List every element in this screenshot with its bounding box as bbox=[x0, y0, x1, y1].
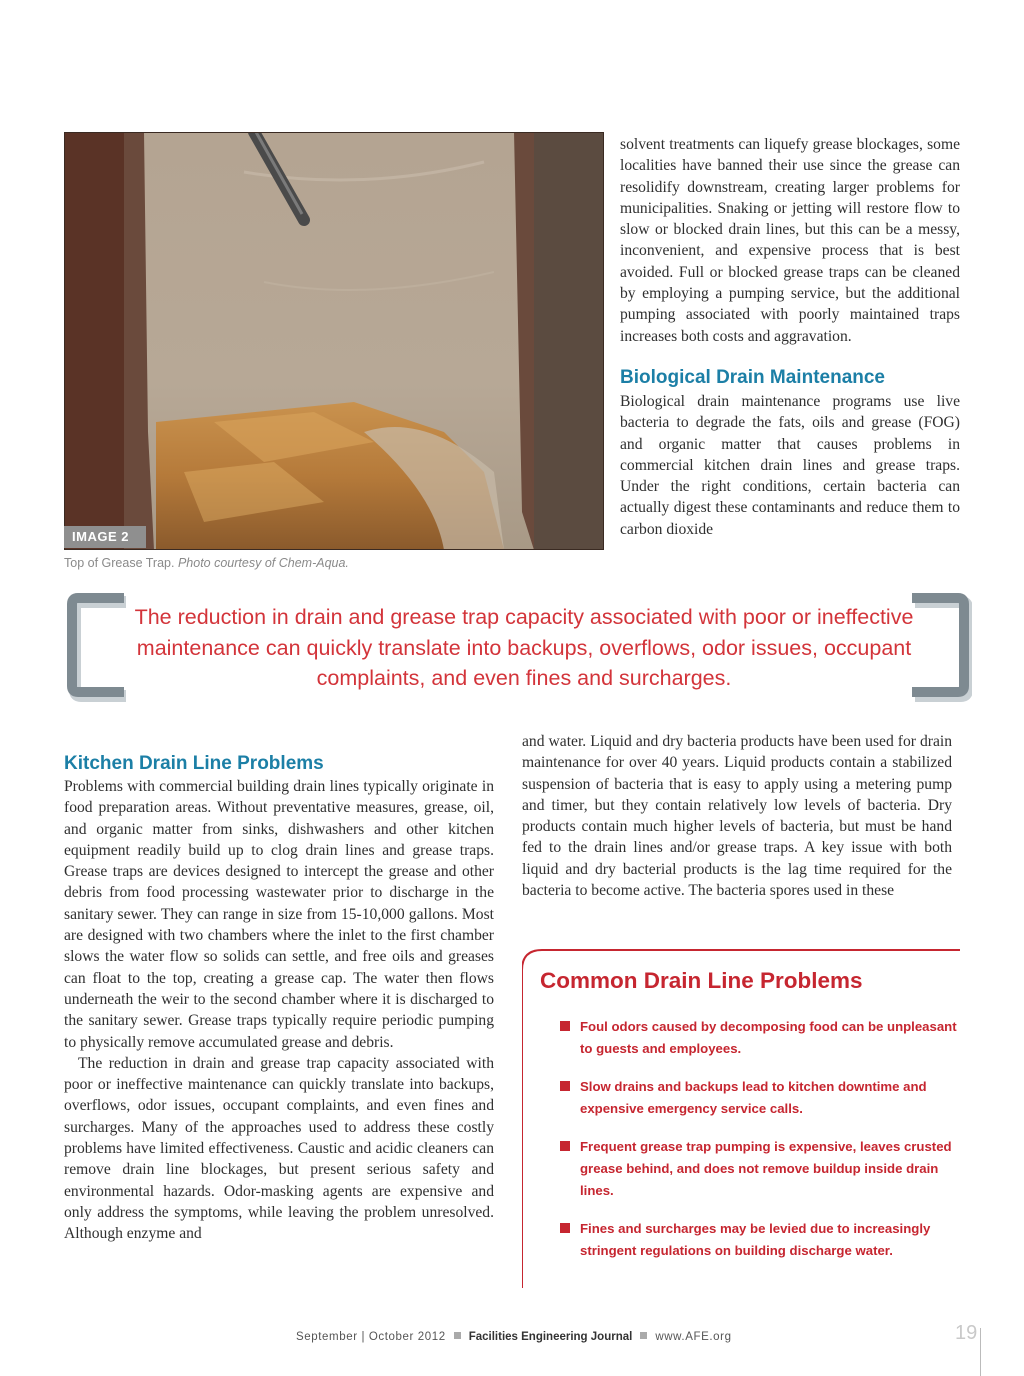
top-right-column bbox=[620, 134, 960, 540]
list-item-text: Slow drains and backups lead to kitchen downtime and expensive emergency service calls. bbox=[580, 1079, 927, 1116]
pull-quote-text: The reduction in drain and grease trap capacity associated with poor or ineffective maintenance can quickly translate into backups, overflows, odor issues, occupant complaints, and even fines and surcharges. bbox=[134, 605, 914, 690]
photo-caption bbox=[64, 556, 624, 570]
left-column bbox=[64, 752, 494, 1245]
page-number: 19 bbox=[955, 1322, 978, 1344]
bullet-square-icon bbox=[560, 1081, 570, 1091]
sidebar-list bbox=[560, 1016, 960, 1278]
footer-issue: September | October 2012 bbox=[296, 1331, 446, 1343]
page-edge-rule bbox=[980, 1328, 981, 1376]
list-item-text: Fines and surcharges may be levied due to increasingly stringent regulations on building discharge water. bbox=[580, 1221, 931, 1258]
list-item bbox=[560, 1136, 960, 1202]
grease-trap-photo bbox=[64, 132, 604, 550]
list-item-text: Frequent grease trap pumping is expensive, leaves crusted grease behind, and does not remove buildup inside drain lines. bbox=[580, 1139, 952, 1198]
right-bracket-icon bbox=[910, 588, 972, 702]
list-item bbox=[560, 1016, 960, 1060]
bullet-square-icon bbox=[560, 1141, 570, 1151]
footer-journal: Facilities Engineering Journal bbox=[468, 1331, 633, 1343]
body-paragraph: Problems with commercial building drain lines typically originate in food preparation areas. Without preventative measures, grease, oil, and organic matter from sinks, dishwashers and other kitchen equipment readily build up to clog drain lines and grease traps. Grease traps are devices designed to intercept the grease and other debris from food processing wastewater prior to discharge in the sanitary sewer. They can range in size from 15-10,000 gallons. Most are designed with two chambers where the inlet to the first chamber slows the water flow so solids can settle, and free oils and greases can float to the top, creating a grease cap. The water then flows underneath the weir to the second chamber where it is discharged to the sanitary sewer. Grease traps typically require periodic pumping to physically remove accumulated grease and debris. bbox=[64, 778, 494, 1051]
sidebar-title: Common Drain Line Problems bbox=[540, 968, 863, 993]
list-item bbox=[560, 1076, 960, 1120]
section-heading-biological: Biological Drain Maintenance bbox=[620, 366, 885, 388]
list-item-text: Foul odors caused by decomposing food can be unpleasant to guests and employees. bbox=[580, 1019, 957, 1056]
bullet-square-icon bbox=[560, 1223, 570, 1233]
caption-text: Top of Grease Trap. bbox=[64, 556, 175, 570]
pull-quote bbox=[64, 588, 972, 708]
footer-url: www.AFE.org bbox=[655, 1331, 732, 1343]
body-paragraph: and water. Liquid and dry bacteria products have been used for drain maintenance for over 40 years. Liquid products contain a stabilized suspension of bacteria that is easy to apply using a metering pump and timer, but they contain relatively low levels of bacteria. Dry products contain much higher levels of bacteria, but must be hand fed to the drain lines and/or grease traps. A key issue with both liquid and dry bacterial products is the lag time required for the bacteria to become active. The bacteria spores used in these bbox=[522, 733, 952, 900]
footer-separator-icon bbox=[640, 1332, 647, 1339]
list-item bbox=[560, 1218, 960, 1262]
bullet-square-icon bbox=[560, 1021, 570, 1031]
footer-separator-icon bbox=[454, 1332, 461, 1339]
right-column bbox=[522, 731, 952, 901]
body-paragraph: The reduction in drain and grease trap capacity associated with poor or ineffective maintenance can quickly translate into backups, overflows, odor issues, occupant complaints, and even fines and surcharges. Many of the approaches used to address these costly problems have limited effectiveness. Caustic and acidic cleaners can remove drain line blockages, but present serious safety and environmental hazards. Odor-masking agents are expensive and only address the symptoms, while leaving the problem unresolved. Although enzyme and bbox=[64, 1054, 494, 1243]
section-heading-kitchen: Kitchen Drain Line Problems bbox=[64, 753, 324, 774]
page-footer bbox=[296, 1331, 732, 1343]
image-label: IMAGE 2 bbox=[64, 526, 146, 548]
left-bracket-icon bbox=[64, 588, 126, 702]
grease-trap-illustration bbox=[64, 132, 604, 550]
body-paragraph: solvent treatments can liquefy grease blockages, some localities have banned their use since the grease can resolidify downstream, creating larger problems for municipalities. Snaking or jetting will restore flow to slow or blocked drain lines, but this can be a messy, inconvenient, and expensive process that is best avoided. Full or blocked grease traps can be cleaned by employing a pumping service, but the additional pumping associated with poorly maintained traps increases both costs and aggravation. bbox=[620, 136, 960, 345]
caption-credit: Photo courtesy of Chem-Aqua. bbox=[177, 556, 349, 570]
sidebar-box bbox=[522, 948, 962, 1288]
body-paragraph: Biological drain maintenance programs use live bacteria to degrade the fats, oils and grease (FOG) and organic matter that causes problems in commercial kitchen drain lines and grease traps. Under the right conditions, certain bacteria can actually digest these contaminants and reduce them to carbon dioxide bbox=[620, 392, 960, 538]
